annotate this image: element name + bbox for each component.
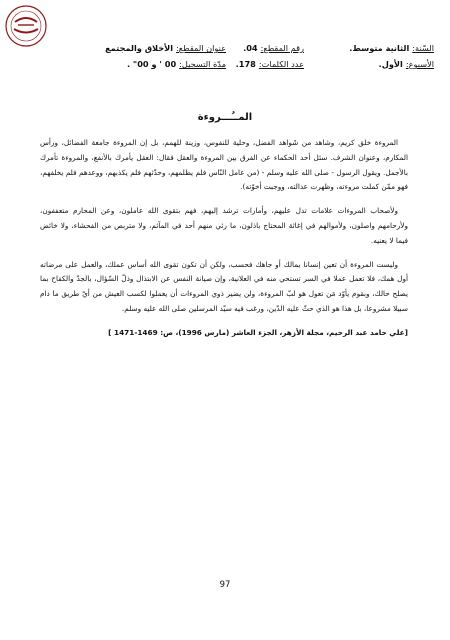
word-count-value: 178. [235,59,256,69]
level-field [304,42,434,58]
word-count-label: عدد الكلمات: [258,59,304,69]
word-count-field [226,58,304,74]
header-row-2 [80,58,434,74]
recording-duration-value: 00 ' و 00" . [126,59,177,69]
week-label: الأسبوع: [405,59,434,69]
paragraph-2: ولأصحاب المروءات علامات تدل عليهم، وأمارات ترشد إليهم، فهم بتقوى الله عاملون، وعن المحارم متعففون، ولأرحامهم واصلون، ولأموالهم في إغاثة المحتاج باذلون، ما رئي منهم أحد في المآثم، ولا متربص من الفحشاء، ولا خائض فيما لا يعنيه. [40,206,408,245]
library-seal-icon [4,4,48,48]
section-number-value: 04. [243,43,258,53]
source-reference: [علي حامد عبد الرحيم، مجلة الأزهر، الجزء العاشر (مارس 1996)، ص: 1469-1471 ] [108,327,408,337]
text-body [40,136,408,350]
section-number-label: رقم المقطع: [260,43,304,53]
paragraph-1: المروءة خلق كريم، وشاهد من شَواهد الفضل، وحلية للنفوس، وزينة للهمم، بل إن المروءة جامعة الفضائل، ورأس المكارم، وعنوان الشرف. سئل أحد الحكماء عن الفرق بين المروءة والعقل فقال: العقل يأمرك بالأنفع، والمروءة تأمرك بالأجمل. ويقول الرسول - صلى الله عليه وسلم - (من عامل النّاس فلم يظلمهم، وحدّثهم فلم يكذبهم، ووعدهم فلم يخلفهم، فهو ممّن كملت مروءته، وظهرت عدالته، ووجبت أخوّته). [40,138,408,192]
recording-duration-label: مدّة التسجيل: [179,59,226,69]
section-number-field [226,42,304,58]
level-label: السّنة: [412,43,434,53]
week-field [304,58,434,74]
header-row-1 [80,42,434,58]
text-title: المــُـــروءة [197,112,253,123]
section-title-label: عنوان المقطع: [176,43,226,53]
recording-duration-field [86,58,226,74]
section-title-field [86,42,226,58]
week-value: الأول. [378,59,403,69]
page-number: 97 [219,580,231,590]
paragraph-3: وليست المروءة أن تعين إنسانا بمالك أو جاهك فحسب، ولكن أن تكون تقوى الله أساس عملك، والعمل على مرضاته أول همك، فلا تعمل عملا في السر تستحي منه في العلانية، وإن صيانة النفس عن الابتذال وذلّ السّؤال، بالجدّ والكفاح بما يصلح حالك، وبقوم يأوّد مَن تعول هو لبّ المروءة، ولن يضير ذوي المروءات أن يعملوا لكسب العيش من أيّ طريق ما دام سبيلا مشروعا، بل هذا هو الذي حثّ عليه الدّين، ورغب فيه سيّد المرسلين صلى الله عليه وسلم. [40,259,408,313]
section-title-value: الأخلاق والمجتمع [105,43,174,53]
level-value: الثانية متوسط. [349,43,410,53]
lesson-header [80,42,434,74]
